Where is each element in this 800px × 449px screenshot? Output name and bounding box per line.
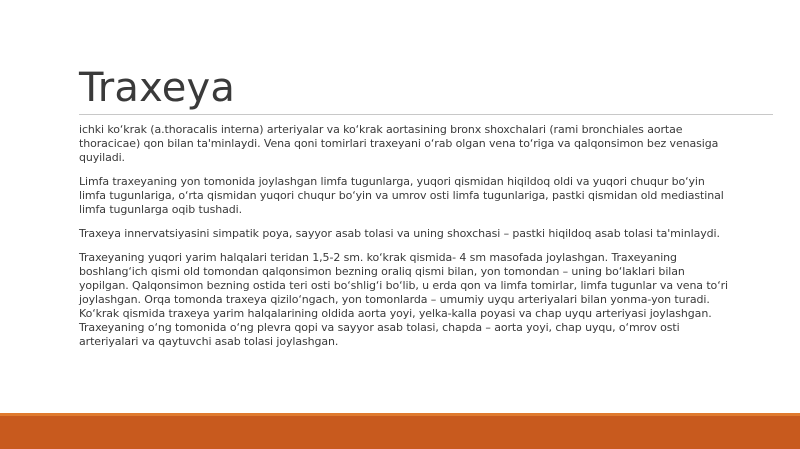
body-paragraph: Traxeya innervatsiyasini simpatik poya, sayyor asab tolasi va uning shoxchasi – pastki hiqildoq asab tolasi ta'minlaydi.: [79, 227, 720, 240]
slide-body: [79, 123, 729, 359]
title-divider: [79, 114, 773, 115]
body-paragraph: ichki ko‘krak (a.thoracalis interna) arteriyalar va ko‘krak aortasining bronx shoxchalari (rami bronchiales aortae thoracicae) qon bilan ta'minlaydi. Vena qoni tomirlari traxeyani o‘rab olgan vena to‘riga va qalqonsimon bez venasiga quyiladi.: [79, 123, 719, 164]
slide-title: Traxeya: [79, 65, 236, 111]
body-paragraph: Limfa traxeyaning yon tomonida joylashgan limfa tugunlarga, yuqori qismidan hiqildoq oldi va yuqori chuqur bo‘yin limfa tugunlariga, o‘rta qismidan yuqori chuqur bo‘yin va umrov osti limfa tugunlariga, pastki qismidan old mediastinal limfa tugunlarga oqib tushadi.: [79, 175, 724, 216]
footer-accent-line: [0, 413, 800, 416]
footer-bar: [0, 413, 800, 449]
body-paragraph: Traxeyaning yuqori yarim halqalari teridan 1,5-2 sm. ko‘krak qismida- 4 sm masofada joylashgan. Traxeyaning boshlang‘ich qismi old tomondan qalqonsimon bezning oraliq qismi bilan, yon tomondan – uning bo‘laklari bilan yopilgan. Qalqonsimon bezning ostida teri osti bo‘shlig‘i bo‘lib, u erda qon va limfa tomirlar, limfa tugunlar va vena to‘ri joylashgan. Orqa tomonda traxeya qizilo‘ngach, yon tomonlarda – umumiy uyqu arteriyalari bilan yonma-yon turadi. Ko‘krak qismida traxeya yarim halqalarining oldida aorta yoyi, yelka-kalla poyasi va chap uyqu arteriyasi joylashgan. Traxeyaning o‘ng tomonida o‘ng plevra qopi va sayyor asab tolasi, chapda – aorta yoyi, chap uyqu, o‘mrov osti arteriyalari va qaytuvchi asab tolasi joylashgan.: [79, 251, 728, 348]
